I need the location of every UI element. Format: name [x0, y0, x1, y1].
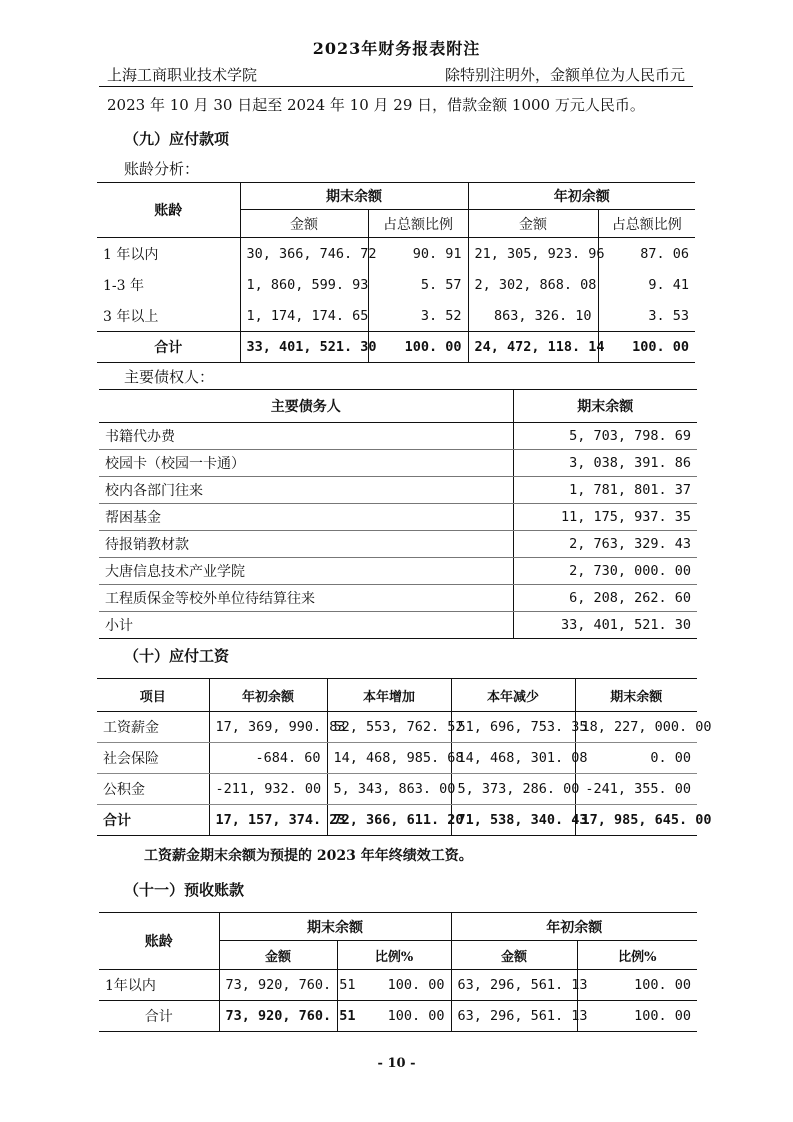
header-aging: 账龄 — [97, 183, 240, 238]
header-aging: 账龄 — [99, 913, 219, 970]
begin-balance: -211, 932. 00 — [209, 774, 327, 805]
header-end-balance: 期末余额 — [575, 679, 697, 712]
subtotal-amount: 33, 401, 521. 30 — [513, 612, 697, 639]
end-balance: -241, 355. 00 — [575, 774, 697, 805]
table-total-row — [97, 332, 695, 363]
table-row — [97, 774, 697, 805]
subtotal-label: 小计 — [105, 618, 133, 634]
begin-balance: -684. 60 — [209, 743, 327, 774]
header-begin-balance: 年初余额 — [209, 679, 327, 712]
advance-receipts-table — [99, 912, 697, 1032]
decrease: 14, 468, 301. 08 — [451, 743, 575, 774]
table-row — [99, 585, 697, 612]
header-end-amount: 金额 — [219, 941, 337, 970]
header-end-balance: 期末余额 — [513, 390, 697, 423]
organization-name: 上海工商职业技术学院 — [107, 66, 258, 84]
header-begin-ratio: 占总额比例 — [598, 210, 695, 238]
row-label: 1 年以内 — [103, 246, 159, 263]
header-end-balance: 期末余额 — [219, 913, 451, 941]
total-decrease: 71, 538, 340. 43 — [451, 805, 575, 836]
creditor-amount: 2, 730, 000. 00 — [513, 558, 697, 585]
creditor-name: 校园卡（校园一卡通） — [99, 450, 513, 477]
begin-ratio: 87. 06 — [598, 238, 695, 270]
begin-amount: 863, 326. 10 — [468, 300, 598, 332]
begin-ratio: 100. 00 — [577, 970, 697, 1001]
end-balance: 0. 00 — [575, 743, 697, 774]
creditor-amount: 2, 763, 329. 43 — [513, 531, 697, 558]
table-row — [99, 970, 697, 1001]
row-label: 1-3 年 — [103, 277, 144, 294]
decrease: 51, 696, 753. 35 — [451, 712, 575, 743]
header-item: 项目 — [97, 679, 209, 712]
header-end-balance: 期末余额 — [240, 183, 468, 210]
creditor-name: 书籍代办费 — [99, 423, 513, 450]
row-label: 1年以内 — [105, 978, 156, 994]
header-end-ratio: 比例% — [337, 941, 451, 970]
section-heading-advance: （十一）预收账款 — [124, 881, 245, 899]
header-increase: 本年增加 — [327, 679, 451, 712]
decrease: 5, 373, 286. 00 — [451, 774, 575, 805]
header-decrease: 本年减少 — [451, 679, 575, 712]
increase: 5, 343, 863. 00 — [327, 774, 451, 805]
table-row — [97, 238, 695, 270]
creditor-name: 待报销教材款 — [99, 531, 513, 558]
row-label: 社会保险 — [97, 743, 209, 774]
end-ratio: 100. 00 — [337, 970, 451, 1001]
total-begin-balance: 17, 157, 374. 23 — [209, 805, 327, 836]
wages-note: 工资薪金期末余额为预提的 2023 年年终绩效工资。 — [144, 848, 473, 864]
table-header-row — [99, 390, 697, 423]
end-ratio: 5. 57 — [368, 269, 468, 300]
table-subtotal-row — [99, 612, 697, 639]
table-total-row — [99, 1001, 697, 1032]
loan-text: 2023 年 10 月 30 日起至 2024 年 10 月 29 日，借款金额 1000 万元人民币。 — [107, 96, 645, 114]
begin-amount: 2, 302, 868. 08 — [468, 269, 598, 300]
creditor-amount: 6, 208, 262. 60 — [513, 585, 697, 612]
table-row — [99, 477, 697, 504]
header-begin-balance: 年初余额 — [468, 183, 695, 210]
header-begin-amount: 金额 — [451, 941, 577, 970]
header-rule — [99, 86, 693, 87]
table-header-row — [97, 183, 695, 210]
end-amount: 30, 366, 746. 72 — [240, 238, 368, 270]
end-balance: 18, 227, 000. 00 — [575, 712, 697, 743]
total-end-balance: 17, 985, 645. 00 — [575, 805, 697, 836]
increase: 14, 468, 985. 68 — [327, 743, 451, 774]
total-end-amount: 33, 401, 521. 30 — [240, 332, 368, 363]
table-header-row — [97, 679, 697, 712]
creditor-name: 大唐信息技术产业学院 — [99, 558, 513, 585]
begin-balance: 17, 369, 990. 83 — [209, 712, 327, 743]
table-row — [99, 558, 697, 585]
payables-aging-table — [97, 182, 695, 363]
begin-amount: 63, 296, 561. 13 — [451, 970, 577, 1001]
unit-note: 除特别注明外，金额单位为人民币元 — [444, 66, 685, 84]
row-label: 3 年以上 — [103, 308, 159, 325]
table-row — [97, 743, 697, 774]
end-amount: 1, 174, 174. 65 — [240, 300, 368, 332]
creditor-amount: 5, 703, 798. 69 — [513, 423, 697, 450]
row-label: 工资薪金 — [97, 712, 209, 743]
begin-ratio: 3. 53 — [598, 300, 695, 332]
total-begin-ratio: 100. 00 — [577, 1001, 697, 1032]
table-row — [97, 269, 695, 300]
total-label: 合计 — [97, 332, 240, 363]
end-amount: 1, 860, 599. 93 — [240, 269, 368, 300]
total-begin-amount: 24, 472, 118. 14 — [468, 332, 598, 363]
end-ratio: 90. 91 — [368, 238, 468, 270]
table-total-row — [97, 805, 697, 836]
table-row — [99, 450, 697, 477]
wages-table — [97, 678, 712, 836]
total-label: 合计 — [99, 1001, 219, 1032]
creditor-name: 帮困基金 — [99, 504, 513, 531]
table-row — [99, 531, 697, 558]
total-end-amount: 73, 920, 760. 51 — [219, 1001, 337, 1032]
table-row — [99, 504, 697, 531]
begin-ratio: 9. 41 — [598, 269, 695, 300]
total-increase: 72, 366, 611. 20 — [327, 805, 451, 836]
page-title: 2023年财务报表附注 — [312, 39, 481, 58]
begin-amount: 21, 305, 923. 96 — [468, 238, 598, 270]
table-header-row — [99, 913, 697, 941]
creditor-amount: 3, 038, 391. 86 — [513, 450, 697, 477]
page-number: - 10 - — [377, 1056, 416, 1071]
creditors-table — [99, 389, 697, 639]
total-begin-amount: 63, 296, 561. 13 — [451, 1001, 577, 1032]
table-row — [97, 300, 695, 332]
creditors-label: 主要债权人： — [124, 368, 215, 386]
header-end-amount: 金额 — [240, 210, 368, 238]
creditor-amount: 11, 175, 937. 35 — [513, 504, 697, 531]
header-debtor: 主要债务人 — [99, 390, 513, 423]
creditor-name: 工程质保金等校外单位待结算往来 — [99, 585, 513, 612]
header-begin-ratio: 比例% — [577, 941, 697, 970]
total-begin-ratio: 100. 00 — [598, 332, 695, 363]
header-end-ratio: 占总额比例 — [368, 210, 468, 238]
row-label: 公积金 — [97, 774, 209, 805]
end-amount: 73, 920, 760. 51 — [219, 970, 337, 1001]
header-begin-balance: 年初余额 — [451, 913, 697, 941]
creditor-name: 校内各部门往来 — [99, 477, 513, 504]
section-heading-payables: （九）应付款项 — [124, 130, 230, 148]
increase: 52, 553, 762. 52 — [327, 712, 451, 743]
total-label: 合计 — [97, 805, 209, 836]
total-end-ratio: 100. 00 — [337, 1001, 451, 1032]
total-end-ratio: 100. 00 — [368, 332, 468, 363]
end-ratio: 3. 52 — [368, 300, 468, 332]
header-begin-amount: 金额 — [468, 210, 598, 238]
creditor-amount: 1, 781, 801. 37 — [513, 477, 697, 504]
table-row — [97, 712, 697, 743]
aging-analysis-label: 账龄分析： — [124, 160, 200, 178]
section-heading-wages: （十）应付工资 — [124, 647, 230, 665]
table-row — [99, 423, 697, 450]
